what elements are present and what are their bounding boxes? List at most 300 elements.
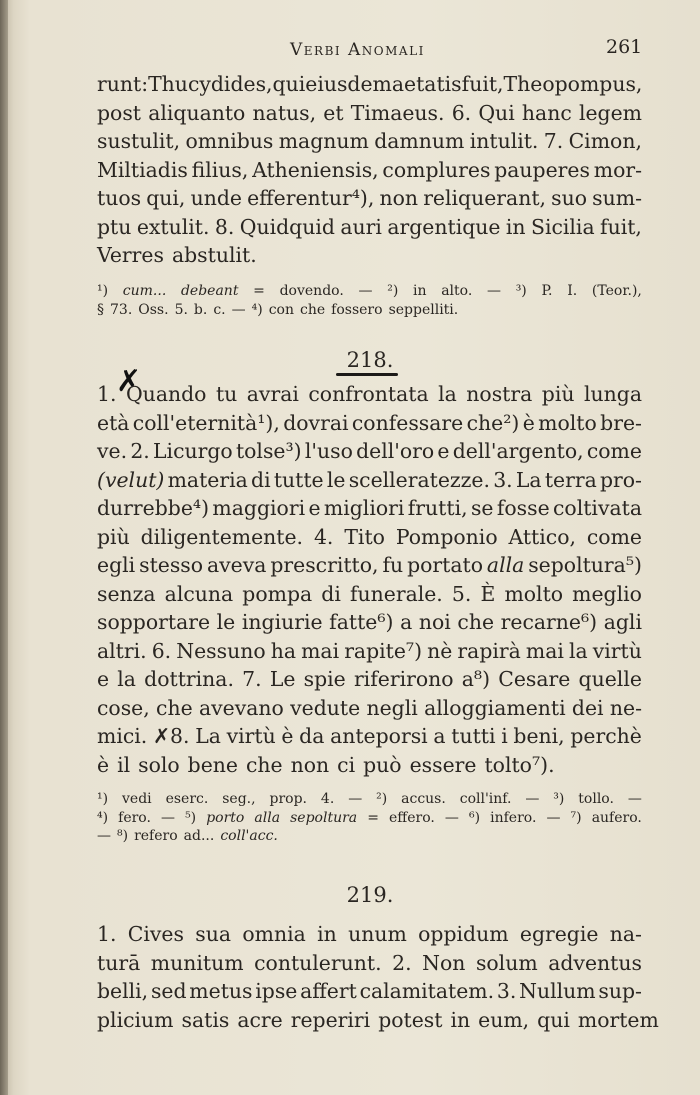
word: nostra [466, 382, 533, 406]
word: noi [418, 610, 451, 634]
word: mortem [577, 1007, 659, 1032]
word: i [501, 724, 508, 748]
continuation-footnotes [97, 282, 642, 319]
word: 3. [493, 467, 513, 492]
word: Pomponio [395, 524, 498, 549]
text-line [97, 494, 642, 523]
word: natus, [252, 100, 317, 125]
word: — [348, 791, 363, 807]
word: solum [475, 950, 538, 975]
word: le [326, 467, 346, 492]
word: portato [407, 553, 483, 577]
word: 1. [97, 922, 117, 946]
word: a⁸) [461, 667, 491, 691]
word: pauperes [494, 157, 590, 182]
word: Tito [344, 524, 385, 549]
running-title: Verbi Anomali [290, 40, 425, 60]
handwritten-x-mark: ✗ [116, 364, 142, 399]
word: plicium [97, 1007, 174, 1032]
text-line [97, 637, 642, 666]
word: (velut) [97, 467, 165, 492]
text-line [97, 241, 642, 270]
word: dell'argento, [452, 439, 584, 463]
word: satis [181, 1007, 230, 1032]
word: efferentur⁴), [247, 186, 375, 210]
word: aliquanto [148, 100, 246, 125]
word: 6. [151, 638, 172, 663]
word: et [323, 100, 344, 125]
word: omnia [242, 922, 306, 946]
word: Cimon, [568, 129, 642, 153]
word: alto. [441, 283, 473, 299]
word: È [480, 581, 496, 606]
word: — [525, 791, 540, 807]
word: migliori [323, 496, 405, 520]
word: § [97, 301, 104, 318]
word: di [321, 581, 341, 606]
word: — [546, 809, 561, 826]
word: in [317, 922, 337, 946]
word: coll'inf. [459, 791, 512, 807]
word: Cives [127, 922, 184, 946]
text-line [97, 694, 642, 723]
word: in [450, 1007, 471, 1032]
word: Theopompus, [503, 72, 643, 96]
word: che [156, 695, 193, 720]
word: alla [254, 809, 281, 826]
word: contulerunt. [254, 950, 382, 975]
word: sup- [598, 979, 642, 1003]
handwritten-underline [336, 373, 398, 376]
word: avrai [246, 382, 299, 406]
word: è [522, 410, 535, 435]
word: turā [97, 950, 141, 975]
word: confrontata [308, 382, 429, 406]
word: 5. [174, 301, 188, 318]
word: c. [213, 301, 226, 318]
word: — [486, 283, 501, 299]
page-number: 261 [606, 36, 643, 58]
word: tutti [451, 724, 496, 748]
word: prop. [269, 791, 307, 807]
word: solo [138, 752, 180, 777]
word: sed [150, 979, 187, 1003]
word: omnibus [185, 129, 274, 153]
continuation-text [97, 70, 642, 270]
word: fossero [331, 301, 383, 318]
word: — [231, 301, 246, 318]
word: fosse [496, 496, 550, 520]
word: ne- [609, 695, 642, 720]
word: stesso [139, 553, 204, 577]
word: come [586, 524, 642, 549]
word: cum... [122, 283, 167, 299]
word: dei [571, 695, 604, 720]
word: oppidum [418, 922, 509, 946]
word: adventus [548, 950, 642, 975]
word: ³) [515, 283, 527, 299]
word: fu [382, 553, 404, 577]
text-line [97, 466, 642, 495]
word: Quando [125, 382, 207, 406]
text-line [97, 977, 642, 1006]
text-line [97, 551, 642, 580]
word: intulit. [469, 129, 539, 153]
word: munitum [150, 950, 244, 975]
word: Qui [478, 100, 515, 125]
word: ⁷) [570, 809, 582, 826]
word: ³) [553, 791, 565, 807]
word: da [299, 724, 325, 748]
word: tolse³) [235, 439, 302, 463]
word: ⁴) [97, 809, 109, 826]
text-line [97, 1006, 659, 1035]
word: = [253, 283, 265, 299]
text-line [97, 722, 642, 751]
word: ⁵) [185, 809, 197, 826]
word: è [281, 724, 294, 748]
word: più [541, 382, 575, 406]
word: tu [215, 382, 238, 406]
text-line [97, 580, 642, 609]
word: 3. [496, 979, 517, 1003]
word: suo [551, 186, 588, 210]
word: spie [303, 667, 346, 691]
word: La [515, 467, 542, 492]
word: il [117, 752, 131, 777]
word: auri [340, 214, 382, 239]
word: damnum [374, 129, 465, 153]
word: ⁴) [251, 301, 263, 318]
exercise-218-footnotes [97, 790, 642, 846]
word: diligentemente. [140, 524, 304, 549]
word: hanc [521, 100, 572, 125]
word: sum- [592, 186, 642, 210]
word: in [505, 214, 526, 239]
word: Verres [97, 243, 164, 267]
word: ⁶) [468, 809, 481, 826]
word: fuit, [461, 72, 504, 96]
word: affert [300, 979, 357, 1003]
word: — [627, 791, 642, 807]
word: meglio [572, 581, 642, 606]
word: funerale. [349, 581, 443, 606]
text-line [97, 665, 642, 694]
word: coll'acc. [220, 828, 278, 844]
word: di [251, 467, 271, 492]
page-header [0, 36, 700, 62]
text-line [97, 437, 642, 466]
word: che²) [466, 410, 520, 435]
word: egli [97, 553, 136, 577]
text-line [97, 409, 642, 438]
word: 8. [214, 214, 235, 239]
word: Nullum [519, 979, 596, 1003]
word: 4. [320, 791, 335, 807]
word: effero. [389, 809, 435, 826]
word: materia [167, 467, 248, 492]
page-binding-edge [0, 0, 8, 1095]
word: che [246, 752, 283, 777]
word: metus [189, 979, 253, 1003]
word: calamitatem. [359, 979, 495, 1003]
word: dovrai [283, 410, 349, 435]
word: tollo. [578, 791, 614, 807]
text-line [97, 184, 642, 213]
word: Miltiadis [97, 157, 188, 182]
word: rapite⁷) [344, 638, 423, 663]
footnote-line [97, 809, 642, 828]
word: ad... [183, 828, 215, 844]
word: 5. [451, 581, 472, 606]
word: molto [538, 410, 597, 435]
word: Sicilia [530, 214, 595, 239]
word: sopportare [97, 610, 211, 634]
word: na- [609, 922, 642, 946]
word: durrebbe⁴) [97, 496, 210, 520]
word: la [568, 638, 588, 663]
word: bre- [600, 410, 642, 435]
word: dottrina. [144, 667, 234, 691]
word: seppelliti. [388, 301, 459, 318]
word: legem [578, 100, 642, 125]
exercise-219-number: 219. [346, 883, 394, 907]
word: vedi [122, 791, 152, 807]
word: porto [206, 809, 245, 826]
word: ¹) [97, 283, 109, 299]
word: nè [427, 638, 453, 663]
word: prescritto, [270, 553, 379, 577]
word: virtù [592, 638, 642, 663]
word: ²) [376, 791, 388, 807]
word: alcuna [164, 581, 234, 606]
text-line [97, 920, 642, 949]
word: eiusdem [305, 72, 392, 96]
word: coltivata [553, 496, 642, 520]
word: virtù [226, 724, 276, 748]
word: anteporsi [330, 724, 428, 748]
word: Thucydides, [148, 72, 273, 96]
word: infero. [490, 809, 537, 826]
word: magnum [278, 129, 369, 153]
word: lunga [584, 382, 642, 406]
word: tutte [273, 467, 324, 492]
text-line [97, 949, 642, 978]
word: Le [269, 667, 296, 691]
text-line [97, 523, 642, 552]
word: ve. [97, 439, 128, 463]
word: altri. [97, 638, 147, 663]
word: unde [190, 186, 242, 210]
word: qui, [146, 186, 186, 210]
word: Attico, [508, 524, 576, 549]
word: e [437, 439, 450, 463]
word: Cesare [498, 667, 571, 691]
word: l'uso [304, 439, 353, 463]
word: tuos [97, 186, 142, 210]
word: filius, [191, 157, 249, 182]
word: P. [541, 283, 553, 299]
word: accus. [401, 791, 446, 807]
word: più [97, 524, 130, 549]
word: tolto⁷). [484, 752, 555, 777]
word: sepoltura⁵) [528, 553, 642, 577]
word: Non [422, 950, 466, 975]
word: Quidquid [239, 214, 335, 239]
text-line [97, 608, 642, 637]
exercise-218-text [97, 380, 642, 779]
text-line [97, 213, 642, 242]
word: in [412, 283, 427, 299]
word: scelleratezze. [348, 467, 490, 492]
word: beni, [513, 724, 565, 748]
word: e [97, 667, 110, 691]
word: che [300, 301, 326, 318]
word: essere [409, 752, 477, 777]
word: b. [193, 301, 208, 318]
word: post [97, 100, 141, 125]
word: dovendo. [279, 283, 344, 299]
word: alla [486, 553, 525, 577]
footnote-line [97, 827, 642, 846]
word: può [363, 752, 402, 777]
word: eserc. [165, 791, 209, 807]
word: aveva [206, 553, 267, 577]
word: Oss. [138, 301, 169, 318]
word: e [308, 496, 321, 520]
word: 7. [543, 129, 564, 153]
word: età [97, 410, 130, 435]
word: La [195, 724, 221, 748]
word: con [268, 301, 295, 318]
word: Nessuno [176, 638, 266, 663]
word: non [379, 186, 419, 210]
word: refero [134, 828, 178, 844]
word: avevano [198, 695, 284, 720]
word: egregie [519, 922, 599, 946]
word: qui [537, 1007, 570, 1032]
exercise-218-number: 218. [346, 348, 394, 372]
word: 7. [242, 667, 262, 691]
word: fero. [118, 809, 151, 826]
word: — [97, 828, 111, 844]
word: mai [301, 638, 340, 663]
word: ha [270, 638, 297, 663]
word: — [358, 283, 373, 299]
text-line [97, 99, 642, 128]
word: ingiurie [241, 610, 323, 634]
word: 73. [110, 301, 133, 318]
word: la [438, 382, 457, 406]
word: abstulit. [171, 243, 257, 267]
footnote-line [97, 790, 642, 809]
word: I. [567, 283, 578, 299]
word: frutti, [407, 496, 468, 520]
word: ²) [387, 283, 399, 299]
word: sepoltura [290, 809, 358, 826]
text-line [97, 751, 642, 780]
word: pro- [599, 467, 642, 492]
word: debeant [180, 283, 239, 299]
word: (Teor.), [591, 283, 642, 299]
word: che [457, 610, 495, 634]
word: seg., [222, 791, 256, 807]
word: senza [97, 581, 156, 606]
word: unum [348, 922, 407, 946]
text-line [97, 380, 642, 409]
word: — [161, 809, 175, 826]
word: belli, [97, 979, 149, 1003]
word: a [433, 724, 446, 748]
word: terra [544, 467, 597, 492]
word: mor- [593, 157, 642, 182]
word: le [216, 610, 236, 634]
word: riferirono [353, 667, 454, 691]
word: perchè [570, 724, 642, 748]
word: = [367, 809, 379, 826]
word: ipse [255, 979, 298, 1003]
word: se [470, 496, 494, 520]
word: — [444, 809, 459, 826]
word: 6. [451, 100, 472, 125]
word: ✗8. [152, 724, 190, 748]
word: acre [237, 1007, 283, 1032]
word: sustulit, [97, 129, 181, 153]
word: complures [382, 157, 491, 182]
word: quelle [578, 667, 642, 691]
word: rapirà [457, 638, 521, 663]
word: cose, [97, 695, 150, 720]
text-line [97, 127, 642, 156]
word: 1. [97, 382, 117, 406]
word: recarne⁶) [500, 610, 598, 634]
word: ¹) [97, 791, 109, 807]
word: 4. [313, 524, 334, 549]
word: negli [366, 695, 418, 720]
word: ⁸) [117, 828, 129, 844]
word: mai [525, 638, 564, 663]
word: eum, [478, 1007, 530, 1032]
word: fuit, [600, 214, 642, 239]
word: sua [195, 922, 232, 946]
word: aufero. [591, 809, 642, 826]
text-line [97, 70, 642, 99]
word: coll'eternità¹), [132, 410, 280, 435]
word: non [290, 752, 330, 777]
word: extulit. [136, 214, 210, 239]
word: 2. [130, 439, 150, 463]
word: maggiori [212, 496, 306, 520]
word: la [117, 667, 136, 691]
word: a [400, 610, 413, 634]
word: Licurgo [153, 439, 233, 463]
word: aetatis [391, 72, 462, 96]
word: confessare [351, 410, 464, 435]
word: potest [378, 1007, 443, 1032]
exercise-219-text [97, 920, 659, 1034]
word: agli [603, 610, 642, 634]
word: è [97, 752, 110, 777]
word: 2. [392, 950, 412, 975]
word: runt: [97, 72, 149, 96]
word: alloggiamenti [424, 695, 566, 720]
word: ci [337, 752, 356, 777]
footnote-line [97, 301, 642, 320]
word: qui [272, 72, 306, 96]
word: reliquerant, [423, 186, 547, 210]
word: come [586, 439, 642, 463]
word: pompa [242, 581, 313, 606]
